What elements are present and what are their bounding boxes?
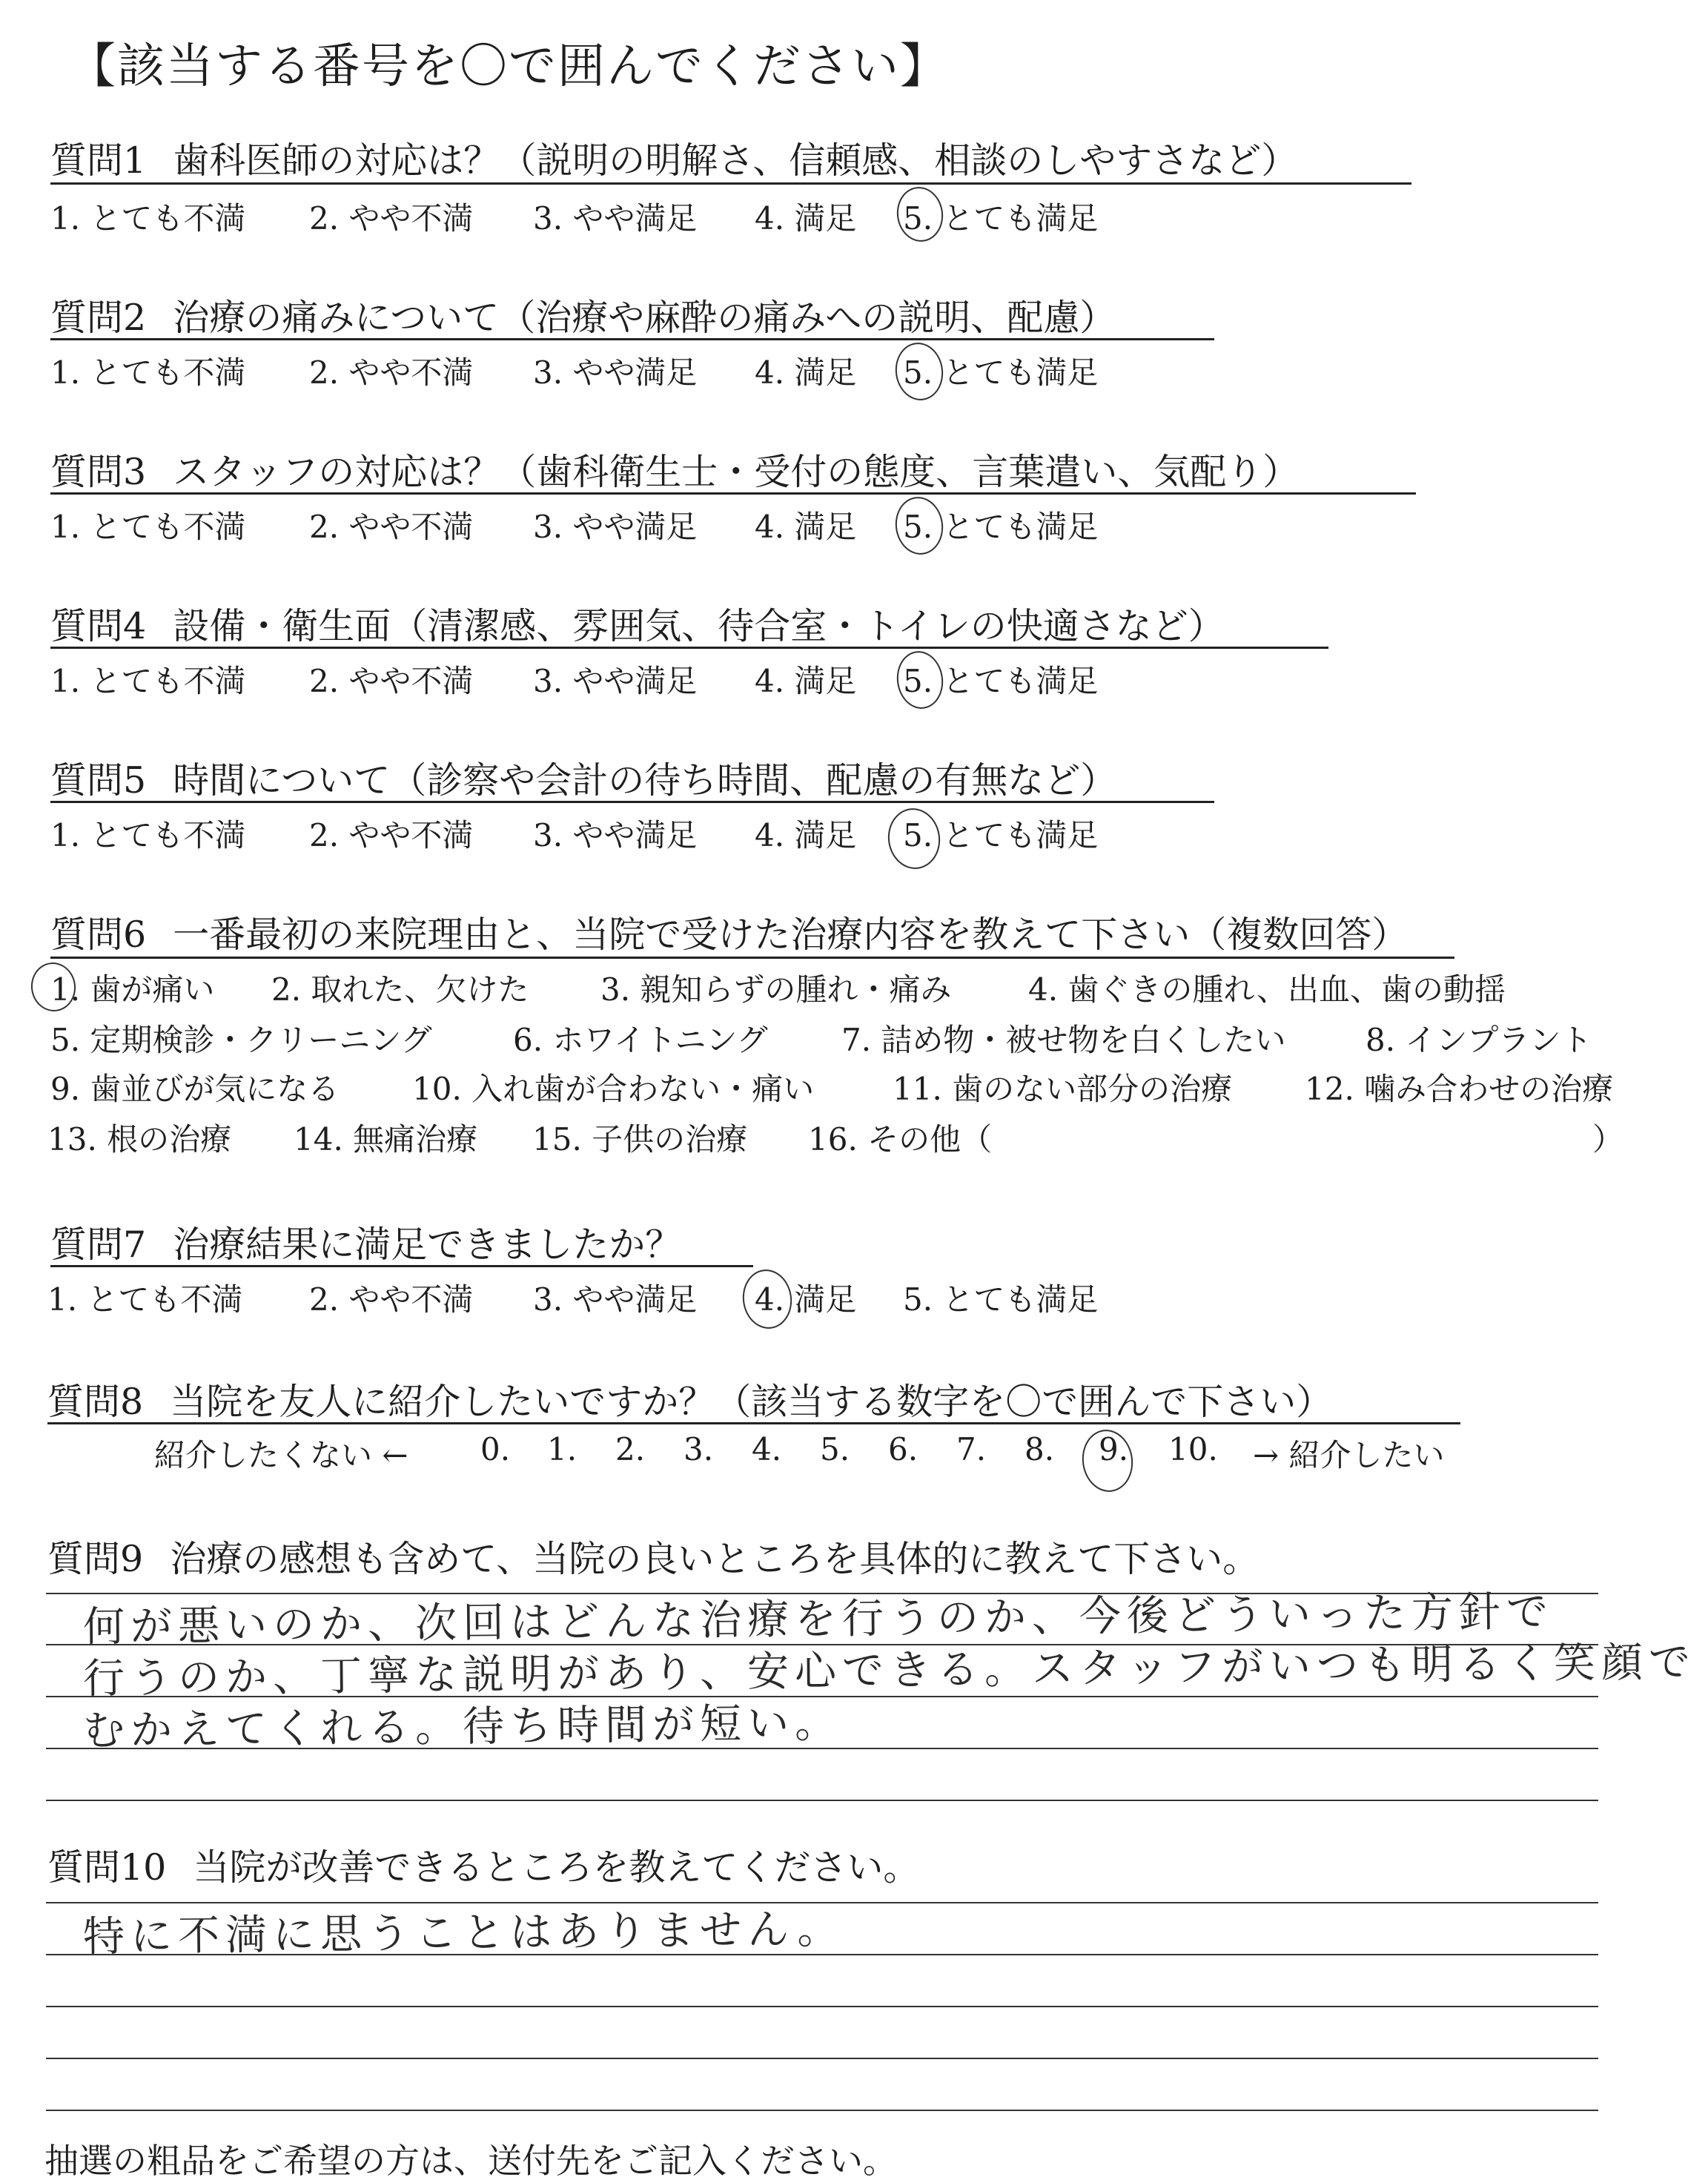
- q8-value-9[interactable]: 9.: [1099, 1431, 1129, 1467]
- q8-value-0[interactable]: 0.: [480, 1431, 511, 1467]
- q5-option-3[interactable]: 3. やや満足: [533, 817, 698, 853]
- question-10-title: [47, 1839, 919, 1891]
- q6-option-15[interactable]: 15. 子供の治療: [532, 1121, 748, 1157]
- q6-option-16-close-paren: ）: [1592, 1121, 1624, 1157]
- question-8-underline: [47, 1422, 1460, 1424]
- q7-option-4[interactable]: 4. 満足: [755, 1281, 857, 1318]
- q8-value-5[interactable]: 5.: [820, 1431, 850, 1467]
- question-10-number: 質問10: [47, 1846, 167, 1889]
- question-4-underline: [50, 647, 1328, 649]
- question-5-text: 時間について（診察や会計の待ち時間、配慮の有無など）: [173, 759, 1117, 802]
- q5-option-1[interactable]: 1. とても不満: [50, 817, 246, 853]
- question-1-text: 歯科医師の対応は？（説明の明解さ、信頼感、相談のしやすさなど）: [173, 139, 1298, 182]
- q9-handwritten-line-1: 何が悪いのか、次回はどんな治療を行うのか、今後どういった方針で: [82, 1588, 1555, 1651]
- question-8-number: 質問8: [47, 1381, 144, 1423]
- question-8-title: [47, 1373, 1332, 1425]
- question-3-title: [50, 443, 1299, 495]
- q6-option-1[interactable]: 1. 歯が痛い: [50, 971, 215, 1008]
- q8-value-1[interactable]: 1.: [547, 1431, 577, 1467]
- q2-option-3[interactable]: 3. やや満足: [533, 354, 698, 391]
- question-9-title: [47, 1530, 1259, 1582]
- question-2-text: 治療の痛みについて（治療や麻酔の痛みへの説明、配慮）: [173, 297, 1116, 339]
- form-header: 【該当する番号を〇で囲んでください】: [68, 39, 949, 94]
- q6-option-3[interactable]: 3. 親知らずの腫れ・痛み: [600, 971, 952, 1008]
- q6-option-8[interactable]: 8. インプラント: [1366, 1022, 1592, 1058]
- q10-handwritten-line-1: 特に不満に思うことはありません。: [82, 1905, 845, 1961]
- q10-ruled-line: [46, 2110, 1598, 2111]
- q6-option-10[interactable]: 10. 入れ歯が合わない・痛い: [412, 1071, 815, 1107]
- question-3-text: スタッフの対応は？（歯科衛生士・受付の態度、言葉遣い、気配り）: [173, 451, 1300, 493]
- q2-option-1[interactable]: 1. とても不満: [50, 354, 246, 391]
- q3-option-3[interactable]: 3. やや満足: [533, 509, 698, 545]
- q8-left-label: 紹介したくない ←: [154, 1437, 408, 1473]
- question-3-number: 質問3: [50, 451, 147, 493]
- question-9-number: 質問9: [47, 1538, 144, 1580]
- question-6-text: 一番最初の来院理由と、当院で受けた治療内容を教えて下さい（複数回答）: [173, 914, 1409, 956]
- q9-handwritten-line-2: 行うのか、丁寧な説明があり、安心できる。スタッフがいつも明るく笑顔で: [82, 1638, 1697, 1703]
- q6-option-6[interactable]: 6. ホワイトニング: [513, 1022, 768, 1058]
- question-6-title: [50, 906, 1408, 958]
- q2-option-5[interactable]: 5. とても満足: [903, 354, 1099, 391]
- q7-option-2[interactable]: 2. やや不満: [309, 1281, 474, 1318]
- q6-option-13[interactable]: 13. 根の治療: [47, 1121, 232, 1157]
- q1-option-4[interactable]: 4. 満足: [755, 200, 857, 237]
- q1-option-2[interactable]: 2. やや不満: [309, 200, 474, 237]
- q6-option-9[interactable]: 9. 歯並びが気になる: [50, 1071, 340, 1107]
- q4-option-3[interactable]: 3. やや満足: [533, 663, 698, 699]
- question-7-underline: [50, 1265, 753, 1267]
- question-2-title: [50, 289, 1116, 341]
- q4-option-2[interactable]: 2. やや不満: [309, 663, 474, 699]
- question-7-text: 治療結果に満足できましたか？: [173, 1223, 682, 1266]
- q8-value-10[interactable]: 10.: [1168, 1431, 1218, 1467]
- q8-value-2[interactable]: 2.: [615, 1431, 646, 1467]
- footer-note: 抽選の粗品をご希望の方は、送付先をご記入ください。: [44, 2141, 897, 2181]
- q7-option-5[interactable]: 5. とても満足: [903, 1281, 1099, 1318]
- question-1-underline: [50, 182, 1411, 185]
- q2-option-2[interactable]: 2. やや不満: [309, 354, 474, 391]
- q4-option-4[interactable]: 4. 満足: [755, 663, 857, 699]
- question-7-number: 質問7: [50, 1223, 147, 1266]
- q8-value-6[interactable]: 6.: [888, 1431, 918, 1467]
- q8-value-7[interactable]: 7.: [956, 1431, 987, 1467]
- q6-option-11[interactable]: 11. 歯のない部分の治療: [893, 1071, 1233, 1107]
- question-5-number: 質問5: [50, 759, 147, 802]
- q8-value-8[interactable]: 8.: [1025, 1431, 1055, 1467]
- question-4-title: [50, 598, 1225, 650]
- q6-option-16[interactable]: 16. その他（: [808, 1121, 993, 1157]
- question-5-underline: [50, 801, 1214, 803]
- q6-option-2[interactable]: 2. 取れた、欠けた: [271, 971, 529, 1008]
- q9-handwritten-line-3: むかえてくれる。待ち時間が短い。: [82, 1699, 843, 1755]
- question-6-underline: [50, 957, 1454, 959]
- q1-option-3[interactable]: 3. やや満足: [533, 200, 698, 237]
- question-10-text: 当院が改善できるところを教えてください。: [193, 1846, 920, 1889]
- q8-value-4[interactable]: 4.: [752, 1431, 782, 1467]
- q6-option-5[interactable]: 5. 定期検診・クリーニング: [50, 1022, 432, 1058]
- q10-ruled-line: [46, 2006, 1598, 2007]
- q8-right-label: → 紹介したい: [1253, 1437, 1445, 1473]
- question-3-underline: [50, 492, 1416, 495]
- q3-option-2[interactable]: 2. やや不満: [309, 509, 474, 545]
- q4-option-5[interactable]: 5. とても満足: [903, 663, 1099, 699]
- question-8-text: 当院を友人に紹介したいですか？（該当する数字を〇で囲んで下さい）: [170, 1381, 1333, 1423]
- q5-option-2[interactable]: 2. やや不満: [309, 817, 474, 853]
- q1-option-5[interactable]: 5. とても満足: [903, 200, 1099, 237]
- question-9-text: 治療の感想も含めて、当院の良いところを具体的に教えて下さい。: [170, 1538, 1260, 1580]
- q7-option-1[interactable]: 1. とても不満: [47, 1281, 243, 1318]
- question-5-title: [50, 752, 1116, 804]
- question-1-title: [50, 132, 1297, 184]
- q2-option-4[interactable]: 4. 満足: [755, 354, 857, 391]
- q5-option-5[interactable]: 5. とても満足: [903, 817, 1099, 853]
- q3-option-1[interactable]: 1. とても不満: [50, 509, 246, 545]
- question-2-number: 質問2: [50, 297, 147, 339]
- question-2-underline: [50, 338, 1214, 340]
- question-4-number: 質問4: [50, 605, 147, 647]
- question-6-number: 質問6: [50, 914, 147, 956]
- q10-ruled-line: [46, 2058, 1598, 2059]
- q9-ruled-line: [46, 1800, 1598, 1801]
- q8-value-3[interactable]: 3.: [683, 1431, 714, 1467]
- q7-option-3[interactable]: 3. やや満足: [533, 1281, 698, 1318]
- question-1-number: 質問1: [50, 139, 147, 182]
- q6-option-4[interactable]: 4. 歯ぐきの腫れ、出血、歯の動揺: [1028, 971, 1506, 1008]
- q1-option-1[interactable]: 1. とても不満: [50, 200, 246, 237]
- q6-option-14[interactable]: 14. 無痛治療: [294, 1121, 478, 1157]
- question-4-text: 設備・衛生面（清潔感、雰囲気、待合室・トイレの快適さなど）: [173, 605, 1225, 647]
- question-7-title: [50, 1216, 681, 1268]
- q4-option-1[interactable]: 1. とても不満: [50, 663, 246, 699]
- q5-option-4[interactable]: 4. 満足: [755, 817, 857, 853]
- q6-option-7[interactable]: 7. 詰め物・被せ物を白くしたい: [841, 1022, 1286, 1058]
- q3-option-4[interactable]: 4. 満足: [755, 509, 857, 545]
- q3-option-5[interactable]: 5. とても満足: [903, 509, 1099, 545]
- q6-option-12[interactable]: 12. 噛み合わせの治療: [1305, 1071, 1614, 1107]
